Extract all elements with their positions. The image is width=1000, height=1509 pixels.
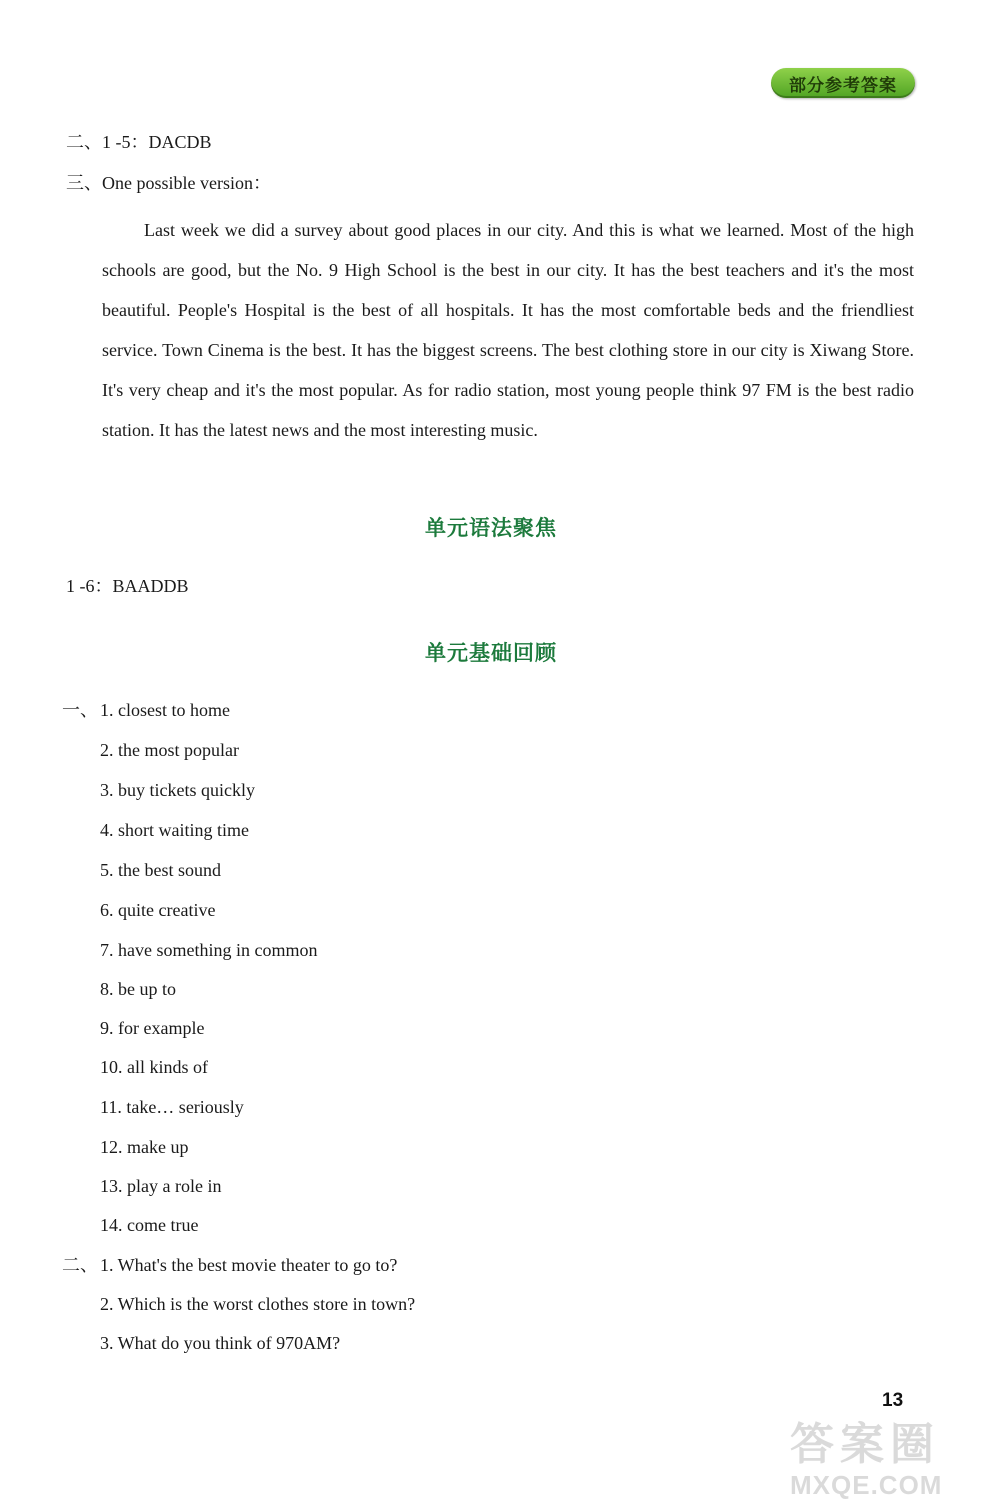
review-part-one-prefix: 一、 (62, 700, 98, 720)
list-item: 10. all kinds of (100, 1057, 208, 1077)
list-item: 11. take… seriously (100, 1097, 244, 1117)
watermark-cn: 答案圈 (790, 1419, 940, 1470)
part-three-label: 三、One possible version： (66, 173, 271, 193)
watermark-logo (790, 1420, 995, 1505)
list-item: 1. closest to home (100, 700, 230, 720)
list-item: 2. Which is the worst clothes store in town? (100, 1294, 416, 1314)
list-item: 13. play a role in (100, 1176, 222, 1196)
list-item: 1. What's the best movie theater to go to? (100, 1255, 398, 1275)
list-item: 2. the most popular (100, 740, 239, 760)
watermark-en: MXQE.COM (790, 1470, 943, 1500)
review-part-two-prefix: 二、 (62, 1255, 98, 1275)
list-item: 9. for example (100, 1018, 205, 1038)
list-item: 6. quite creative (100, 900, 216, 920)
list-item: 14. come true (100, 1215, 199, 1235)
list-item: 8. be up to (100, 979, 176, 999)
list-item: 3. buy tickets quickly (100, 780, 255, 800)
grammar-answers: 1 -6：BAADDB (66, 576, 189, 596)
review-section-title: 单元基础回顾 (425, 641, 557, 665)
grammar-section-title: 单元语法聚焦 (425, 516, 557, 540)
list-item: 7. have something in common (100, 940, 318, 960)
list-item: 3. What do you think of 970AM? (100, 1333, 341, 1353)
page-number: 13 (882, 1390, 904, 1411)
list-item: 4. short waiting time (100, 820, 249, 840)
section-badge: 部分参考答案 (771, 68, 915, 98)
part-two-answers: 二、1 -5：DACDB (66, 132, 212, 152)
list-item: 12. make up (100, 1137, 189, 1157)
sample-essay: Last week we did a survey about good places in our city. And this is what we learned. Most of the high schools are good, but the No. 9 High School is the best in our city. It has the best teachers and it's the most beautiful. People's Hospital is the best of all hospitals. It has the most comfortable beds and the friendliest service. Town Cinema is the best. It has the biggest screens. The best clothing store in our city is Xiwang Store. It's very cheap and it's the most popular. As for radio station, most young people think 97 FM is the best radio station. It has the latest news and the most interesting music. (102, 220, 914, 440)
list-item: 5. the best sound (100, 860, 221, 880)
